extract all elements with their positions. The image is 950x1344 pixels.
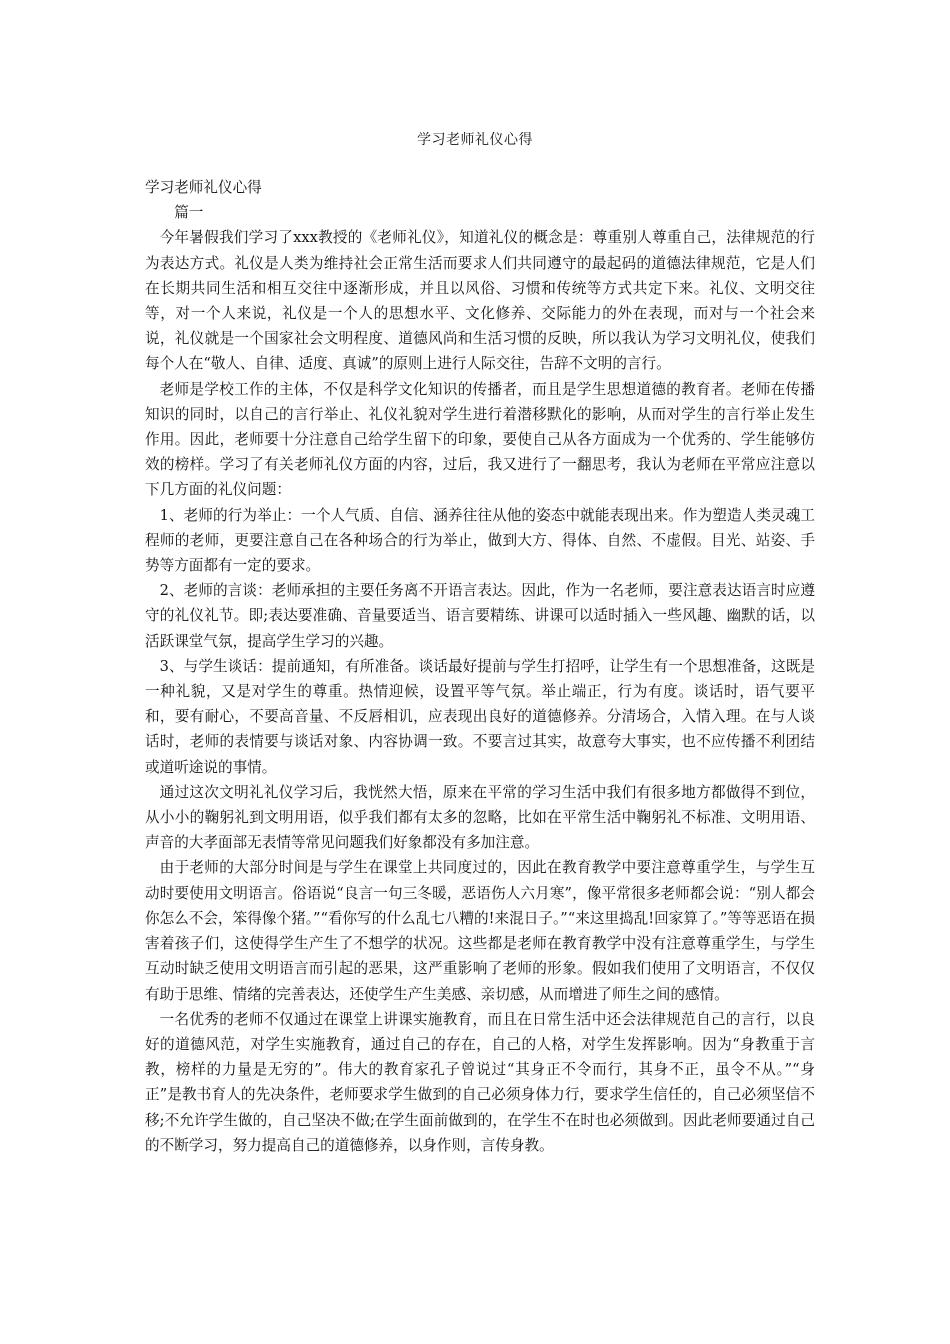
paragraph-classroom-language: 由于老师的大部分时间是与学生在课堂上共同度过的，因此在教育教学中要注意尊重学生，与学生互动时要使用文明语言。俗语说“良言一句三冬暖，恶语伤人六月寒”，像平常很多老师都会说：“别人都会你怎么不会，笨得像个猪。”“看你写的什么乱七八糟的!来混日子。”“来这里捣乱!回家算了。”等等恶语在损害着孩子们，这使得学生产生了不想学的状况。这些都是老师在教育教学中没有注意尊重学生，与学生互动时缺乏使用文明语言而引起的恶果，这严重影响了老师的形象。假如我们使用了文明语言，不仅仅有助于思维、情绪的完善表达，还使学生产生美感、亲切感，从而增进了师生之间的感情。 — [145, 859, 815, 1003]
article-heading: 学习老师礼仪心得 — [145, 179, 262, 196]
paragraph-teacher-role: 老师是学校工作的主体，不仅是科学文化知识的传播者，而且是学生思想道德的教育者。老师在传播知识的同时，以自己的言行举止、礼仪礼貌对学生进行着潜移默化的影响，从而对学生的言行举止发生作用。因此，老师要十分注意自己给学生留下的印象，要使自己从各方面成为一个优秀的、学生能够仿效的榜样。学习了有关老师礼仪方面的内容，过后，我又进行了一翻思考，我认为老师在平常应注意以下几方面的礼仪问题： — [145, 380, 815, 499]
paragraph-intro: 今年暑假我们学习了xxx教授的《老师礼仪》，知道礼仪的概念是：尊重别人尊重自己，法律规范的行为表达方式。礼仪是人类为维持社会正常生活而要求人们共同遵守的最起码的道德法律规范，它是人们在长期共同生活和相互交往中逐渐形成，并且以风俗、习惯和传统等方式共定下来。礼仪、文明交往等，对一个人来说，礼仪是一个人的思想水平、文化修养、交际能力的外在表现，而对与一个社会来说，礼仪就是一个国家社会文明程度、道德风尚和生活习惯的反映，所以我认为学习文明礼仪，使我们每个人在“敬人、自律、适度、真诚”的原则上进行人际交往，告辞不文明的言行。 — [145, 229, 815, 373]
document-title: 学习老师礼仪心得 — [417, 132, 533, 148]
paragraph-reflection: 通过这次文明礼礼仪学习后，我恍然大悟，原来在平常的学习生活中我们有很多地方都做得不到位，从小小的鞠躬礼到文明用语，似乎我们都有太多的忽略，比如在平常生活中鞠躬礼不标准、文明用语、声音的大孝面部无表情等常见问题我们好象都没有多加注意。 — [145, 783, 815, 852]
document-body — [145, 175, 815, 1158]
paragraph-role-model: 一名优秀的老师不仅通过在课堂上讲课实施教育，而且在日常生活中还会法律规范自己的言行，以良好的道德风范，对学生实施教育，通过自己的存在，自己的人格，对学生发挥影响。因为“身教重于言教，榜样的力量是无穷的”。伟大的教育家孔子曾说过“其身正不令而行，其身不正，虽令不从。”“身正”是教书育人的先决条件，老师要求学生做到的自己必须身体力行，要求学生信任的，自己必须坚信不移;不允许学生做的，自己坚决不做;在学生面前做到的，在学生不在时也必须做到。因此老师要通过自己的不断学习，努力提高自己的道德修养，以身作则，言传身教。 — [145, 1010, 815, 1154]
paragraph-point-3: 3、与学生谈话：提前通知，有所准备。谈话最好提前与学生打招呼，让学生有一个思想准备，这既是一种礼貌，又是对学生的尊重。热情迎候，设置平等气氛。举止端正，行为有度。谈话时，语气要平和，要有耐心，不要高音量、不反唇相讥，应表现出良好的道德修养。分清场合，入情入理。在与人谈话时，老师的表情要与谈话对象、内容协调一致。不要言过其实，故意夸大事实，也不应传播不利团结或道听途说的事情。 — [145, 657, 815, 776]
section-label: 篇一 — [174, 204, 204, 222]
paragraph-point-2: 2、老师的言谈：老师承担的主要任务离不开语言表达。因此，作为一名老师，要注意表达语言时应遵守的礼仪礼节。即;表达要准确、音量要适当、语言要精练、讲课可以适时插入一些风趣、幽默的话，以活跃课堂气氛，提高学生学习的兴趣。 — [145, 582, 815, 650]
paragraph-point-1: 1、老师的行为举止：一个人气质、自信、涵养往往从他的姿态中就能表现出来。作为塑造人类灵魂工程师的老师，更要注意自己在各种场合的行为举止，做到大方、得体、自然、不虚假。目光、站姿、手势等方面都有一定的要求。 — [145, 506, 815, 575]
